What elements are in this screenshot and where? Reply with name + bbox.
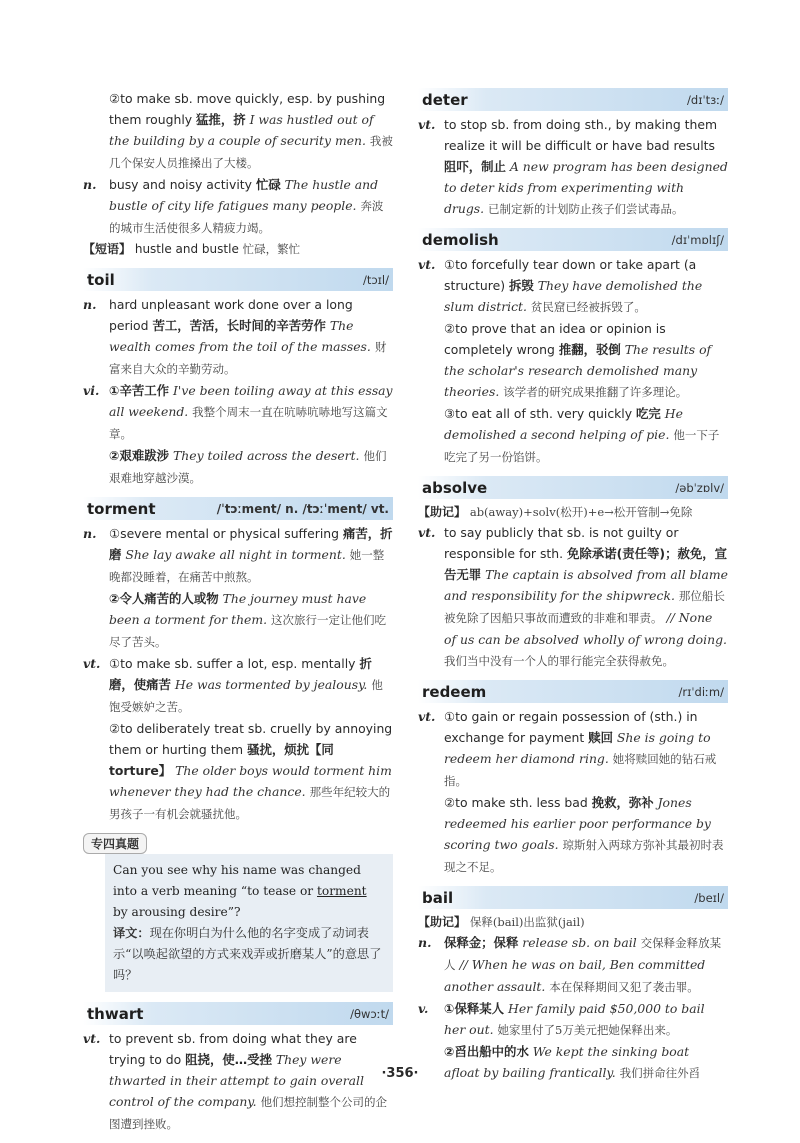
chinese-meaning: 折磨，使痛苦 — [109, 656, 372, 692]
exam-sentence-part: by arousing desire”? — [113, 905, 241, 919]
example: When he was on bail, Ben committed another assault. — [444, 957, 706, 994]
phrase-tag: 【短语】 — [83, 242, 132, 256]
translation: 奔波的城市生活使很多人精疲力竭。 — [109, 199, 384, 235]
part-of-speech: vt. — [418, 257, 436, 272]
sense — [444, 254, 728, 318]
sense — [444, 998, 728, 1041]
mnemonic — [418, 502, 728, 522]
pronunciation: /beɪl/ — [694, 890, 724, 905]
chinese-meaning: 阻挠，使…受挫 — [185, 1052, 272, 1067]
mnemonic-text: ab(away)+solv(松开)+e→松开管制→免除 — [469, 505, 693, 519]
part-of-speech: n. — [418, 935, 432, 950]
sense — [109, 523, 393, 588]
headword: torment — [87, 499, 156, 518]
definition: to say publicly that sb. is not guilty or responsible for sth. — [444, 525, 679, 561]
definition: to prevent sb. from doing what they are trying to do — [109, 1031, 357, 1067]
chinese-meaning: 忙碌 — [255, 177, 281, 192]
headword-bar — [83, 497, 393, 520]
definition: ①to gain or regain possession of (sth.) in exchange for payment — [444, 709, 698, 745]
translation: 我们当中没有一个人的罪行能完全获得赦免。 — [444, 654, 674, 668]
entry-bail — [418, 886, 728, 1084]
pronunciation: /tɔɪl/ — [362, 272, 389, 287]
chinese-meaning: 免除承诺(责任等)；赦免，宣告无罪 — [444, 546, 728, 582]
entry-absolve — [418, 476, 728, 672]
definition: ①to forcefully tear down or take apart (a structure) — [444, 257, 697, 293]
headword: redeem — [422, 682, 487, 701]
sense — [109, 718, 393, 825]
translation: 本在保释期间又犯了袭击罪。 — [549, 980, 699, 994]
entry-hustle-continued — [83, 88, 393, 260]
translation: 他一下子吃完了另一份馅饼。 — [444, 428, 720, 464]
left-column — [83, 88, 393, 1143]
pos-block — [418, 932, 728, 998]
sense — [109, 380, 393, 445]
chinese-meaning: ②令人痛苦的人或物 — [109, 591, 219, 606]
exam-sentence-part: Can you see why his name was changed into a verb meaning “to tease or — [113, 863, 361, 898]
example: Jones redeemed his earlier poor performance by scoring two goals. — [444, 795, 711, 852]
pronunciation: /dɪˈtɜː/ — [687, 92, 724, 107]
definition: ②to make sb. move quickly, esp. by pushing them roughly — [109, 91, 386, 127]
definition: ①severe mental or physical suffering — [109, 526, 339, 541]
translation: 已制定新的计划防止孩子们尝试毒品。 — [488, 202, 684, 216]
page-number: ·356· — [381, 1066, 419, 1081]
mnemonic — [418, 912, 728, 932]
headword-bar — [418, 228, 728, 251]
headword: absolve — [422, 478, 488, 497]
part-of-speech: n. — [83, 177, 97, 192]
translation: 她将赎回她的钻石戒指。 — [444, 752, 717, 788]
definition: busy and noisy activity — [109, 177, 252, 192]
pos-block — [83, 1028, 393, 1135]
entry-toil — [83, 268, 393, 489]
sense — [444, 318, 728, 403]
example-separator: // — [459, 957, 468, 972]
example: The hustle and bustle of city life fatigues many people. — [109, 177, 379, 213]
chinese-meaning: 挽救，弥补 — [591, 795, 654, 810]
phrase-meaning: 忙碌，繁忙 — [242, 242, 301, 256]
sense — [109, 445, 393, 489]
entry-deter — [418, 88, 728, 220]
entry-torment — [83, 497, 393, 825]
translation: 我被几个保安人员推搡出了大楼。 — [109, 134, 393, 170]
definition: ③to eat all of sth. very quickly — [444, 406, 633, 421]
chinese-meaning: 推翻，驳倒 — [558, 342, 621, 357]
headword-bar — [83, 1002, 393, 1025]
example: The wealth comes from the toil of the masses. — [109, 318, 371, 354]
example: Her family paid $50,000 to bail her out. — [444, 1001, 705, 1037]
part-of-speech: vt. — [418, 117, 436, 132]
translation: 这次旅行一定让他们吃尽了苦头。 — [109, 613, 387, 649]
pos-block — [418, 114, 728, 220]
chinese-meaning: ①保释某人 — [444, 1001, 505, 1016]
pos-block — [418, 254, 728, 468]
exam-body — [105, 854, 393, 992]
exam-label: 专四真题 — [83, 833, 147, 854]
headword-bar — [418, 476, 728, 499]
example: The captain is absolved from all blame and responsibility for the shipwreck. — [444, 567, 728, 603]
definition: ②to deliberately treat sb. cruelly by annoying them or hurting them — [109, 721, 393, 757]
chinese-meaning: 骚扰，烦扰【同 torture】 — [109, 742, 334, 778]
part-of-speech: n. — [83, 297, 97, 312]
example: None of us can be absolved wholly of wrong doing. — [444, 610, 727, 647]
translation: 财富来自大众的辛勤劳动。 — [109, 340, 387, 376]
entry-redeem — [418, 680, 728, 878]
mnemonic-tag: 【助记】 — [418, 505, 467, 519]
headword: bail — [422, 888, 454, 907]
definition: ②to prove that an idea or opinion is completely wrong — [444, 321, 666, 357]
part-of-speech: vt. — [418, 525, 436, 540]
headword-bar — [418, 886, 728, 909]
sense — [109, 588, 393, 653]
part-of-speech: vt. — [418, 709, 436, 724]
example: The older boys would torment him whenever they had the chance. — [109, 763, 392, 799]
example: They were thwarted in their attempt to gain overall control of the company. — [109, 1052, 364, 1109]
example: The journey must have been a torment for them. — [109, 591, 367, 627]
pronunciation: /əbˈzɒlv/ — [675, 480, 724, 495]
translation: 我整个周末一直在吭哧吭哧地写这篇文章。 — [109, 405, 388, 441]
definition: ①to make sb. suffer a lot, esp. mentally — [109, 656, 356, 671]
mnemonic-tag: 【助记】 — [418, 915, 467, 929]
chinese-meaning: 保释金；保释 — [444, 935, 519, 950]
pos-block — [83, 294, 393, 380]
pos-block — [83, 380, 393, 489]
example: She lay awake all night in torment. — [125, 547, 346, 562]
pos-block — [83, 523, 393, 653]
part-of-speech: v. — [418, 1001, 429, 1016]
sense — [109, 88, 393, 174]
chinese-meaning: ①辛苦工作 — [109, 383, 170, 398]
translation: 她家里付了5万美元把她保释出来。 — [497, 1023, 678, 1037]
example: The results of the scholar's research demolished many theories. — [444, 342, 712, 399]
definition: ②to make sth. less bad — [444, 795, 588, 810]
example: He demolished a second helping of pie. — [444, 406, 683, 442]
translation: 那些年纪较大的男孩子一有机会就骚扰他。 — [109, 785, 391, 821]
example: A new program has been designed to deter kids from experimenting with drugs. — [444, 159, 728, 216]
translation: 他们艰难地穿越沙漠。 — [109, 449, 387, 485]
headword: toil — [87, 270, 115, 289]
translation: 交保释金释放某人 — [444, 936, 722, 972]
headword: demolish — [422, 230, 499, 249]
chinese-meaning: 阻吓，制止 — [444, 159, 506, 174]
pos-block — [83, 653, 393, 825]
example: They toiled across the desert. — [173, 448, 360, 463]
phrase — [83, 239, 393, 260]
example: He was tormented by jealousy. — [174, 677, 368, 692]
translation: 她一整晚都没睡着，在痛苦中煎熬。 — [109, 548, 385, 584]
pos-block — [418, 522, 728, 672]
exam-question-box — [83, 833, 393, 992]
definition: hard unpleasant work done over a long period — [109, 297, 353, 333]
translation: 他们想控制整个公司的企图遭到挫败。 — [109, 1095, 388, 1131]
headword-bar — [83, 268, 393, 291]
chinese-meaning: ②舀出船中的水 — [444, 1044, 529, 1059]
right-column — [418, 88, 728, 1092]
chinese-meaning: 赎回 — [588, 730, 613, 745]
example: They have demolished the slum district. — [444, 278, 703, 314]
headword-bar — [418, 680, 728, 703]
sense — [444, 403, 728, 468]
example: release sb. on bail — [522, 935, 637, 950]
sense — [109, 653, 393, 718]
sense — [444, 792, 728, 878]
part-of-speech: n. — [83, 526, 97, 541]
translation: 琼斯射入两球方弥补其最初时表现之不足。 — [444, 838, 724, 874]
headword: thwart — [87, 1004, 144, 1023]
example: We kept the sinking boat afloat by bailing frantically. — [444, 1044, 690, 1080]
exam-translation-tag: 译文： — [113, 926, 150, 940]
translation: 他饱受嫉妒之苦。 — [109, 678, 383, 714]
pronunciation: /rɪˈdiːm/ — [678, 684, 724, 699]
entry-demolish — [418, 228, 728, 468]
mnemonic-text: 保释(bail)出监狱(jail) — [469, 915, 585, 929]
example: I was hustled out of the building by a couple of security men. — [109, 112, 374, 148]
chinese-meaning: ②艰难跋涉 — [109, 448, 170, 463]
pronunciation: /dɪˈmɒlɪʃ/ — [671, 232, 724, 247]
part-of-speech: vt. — [83, 1031, 101, 1046]
chinese-meaning: 苦工，苦活，长时间的辛苦劳作 — [152, 318, 326, 333]
pos-block — [418, 706, 728, 878]
example: I've been toiling away at this essay all weekend. — [109, 383, 393, 419]
exam-sentence — [113, 860, 385, 923]
chinese-meaning: 吃完 — [636, 406, 661, 421]
exam-underlined-word: torment — [317, 884, 367, 898]
part-of-speech: vt. — [83, 656, 101, 671]
headword: deter — [422, 90, 468, 109]
chinese-meaning: 猛推，挤 — [196, 112, 246, 127]
sense — [444, 706, 728, 792]
pos-block — [83, 174, 393, 239]
translation: 该学者的研究成果推翻了许多理论。 — [503, 385, 688, 399]
example-separator: // — [666, 610, 675, 625]
chinese-meaning: 拆毁 — [509, 278, 534, 293]
exam-translation — [113, 923, 385, 986]
translation: 贫民窟已经被拆毁了。 — [530, 300, 646, 314]
pronunciation: /ˈtɔːment/ n. /tɔːˈment/ vt. — [216, 501, 389, 516]
headword-bar — [418, 88, 728, 111]
translation: 那位船长被免除了因船只事故而遭致的非难和罪责。 — [444, 589, 725, 625]
chinese-meaning: 痛苦，折磨 — [109, 526, 393, 562]
pronunciation: /θwɔːt/ — [350, 1006, 389, 1021]
definition: to stop sb. from doing sth., by making them realize it will be difficult or have bad results — [444, 117, 718, 153]
example: She is going to redeem her diamond ring. — [444, 730, 711, 766]
phrase-text: hustle and bustle — [134, 242, 239, 256]
translation: 我们拼命往外舀 — [619, 1066, 701, 1080]
exam-translation-text: 现在你明白为什么他的名字变成了动词表示“以唤起欲望的方式来戏弄或折磨某人”的意思了吗？ — [113, 926, 382, 982]
part-of-speech: vi. — [83, 383, 100, 398]
